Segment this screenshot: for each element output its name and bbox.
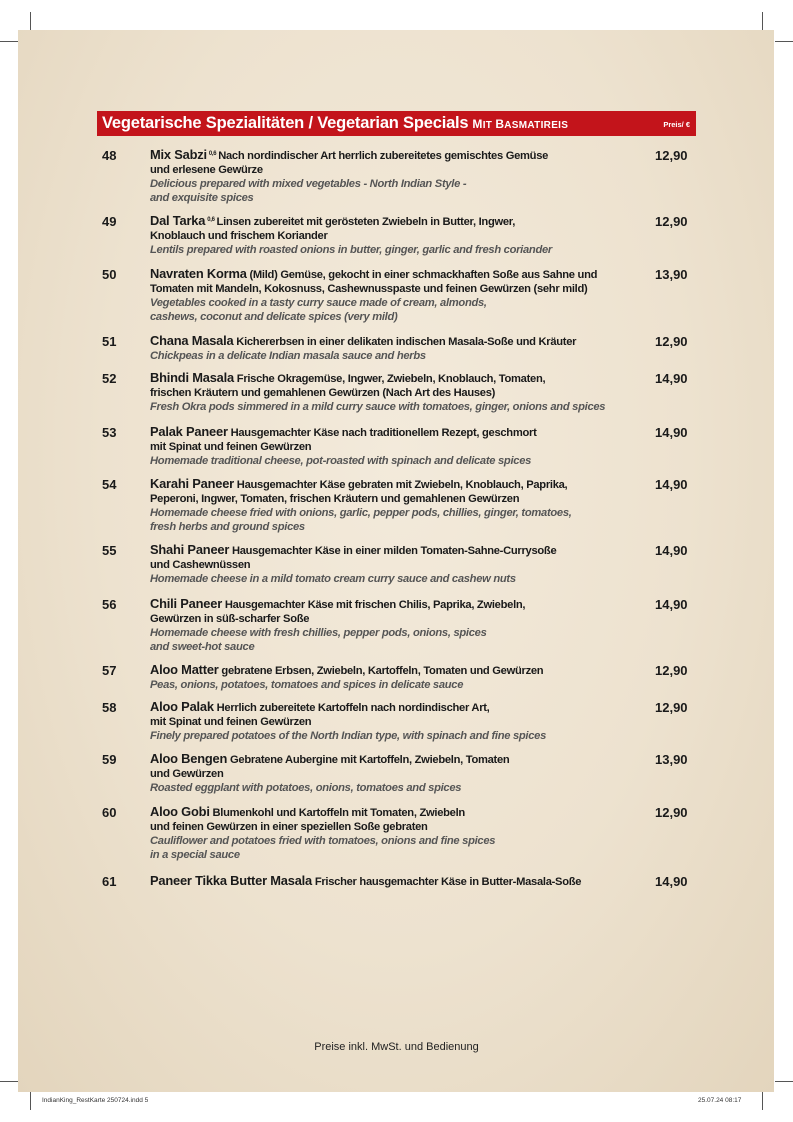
item-number: 53 [102, 425, 117, 440]
item-german-text: Peperoni, Ingwer, Tomaten, frischen Kräutern und gemahlenen Gewürzen [150, 493, 520, 505]
section-title-text: Vegetarische Spezialitäten / Vegetarian Specials [102, 114, 469, 132]
item-number: 55 [102, 543, 117, 558]
item-german-text: frischen Kräutern und gemahlenen Gewürzen (Nach Art des Hauses) [150, 387, 496, 399]
item-number: 59 [102, 752, 117, 767]
item-price: 12,90 [655, 214, 688, 229]
item-german-text: Karahi Paneer Hausgemachter Käse gebraten mit Zwiebeln, Knoblauch, Paprika, [150, 476, 568, 491]
item-price: 14,90 [655, 477, 688, 492]
item-german-text: Chana Masala Kichererbsen in einer delikaten indischen Masala-Soße und Kräuter [150, 333, 577, 348]
item-english-text: and sweet-hot sauce [150, 641, 255, 653]
item-description [150, 267, 640, 324]
allergen-code: 0,6 [208, 151, 217, 157]
item-name: Palak Paneer [150, 424, 228, 439]
item-price: 13,90 [655, 267, 688, 282]
item-name: Paneer Tikka Butter Masala [150, 873, 313, 888]
item-name: Chana Masala [150, 333, 234, 348]
footer-note: Preise inkl. MwSt. und Bedienung [314, 1041, 479, 1053]
item-english-text: Roasted eggplant with potatoes, onions, tomatoes and spices [150, 782, 462, 794]
item-german-text: Aloo Bengen Gebratene Aubergine mit Kartoffeln, Zwiebeln, Tomaten [150, 751, 510, 766]
item-description [150, 805, 640, 862]
item-german-text: Aloo Gobi Blumenkohl und Kartoffeln mit Tomaten, Zwiebeln [150, 804, 465, 819]
item-price: 14,90 [655, 425, 688, 440]
item-english-text: Homemade traditional cheese, pot-roasted with spinach and delicate spices [150, 455, 532, 467]
item-german-text: Shahi Paneer Hausgemachter Käse in einer milden Tomaten-Sahne-Currysoße [150, 542, 557, 557]
item-price: 12,90 [655, 700, 688, 715]
allergen-code: 0,6 [207, 217, 215, 223]
item-number: 48 [102, 148, 117, 163]
item-price: 14,90 [655, 597, 688, 612]
section-subtitle: MIT BASMATIREIS [472, 117, 569, 131]
item-german-text: Mix Sabzi $^{0,6}$ Nach nordindischer Art herrlich zubereitetes gemischtes Gemüse [150, 147, 549, 162]
item-english-text: Homemade cheese fried with onions, garlic, pepper pods, chillies, ginger, tomatoes, [150, 507, 572, 519]
item-english-text: and exquisite spices [150, 192, 254, 204]
item-german-text: und feinen Gewürzen in einer speziellen Soße gebraten [150, 821, 428, 833]
item-number: 50 [102, 267, 117, 282]
item-english-text: Homemade cheese with fresh chillies, pepper pods, onions, spices [150, 627, 487, 639]
item-german-text: mit Spinat und feinen Gewürzen [150, 441, 312, 453]
item-german-text: Navraten Korma (Mild) Gemüse, gekocht in einer schmackhaften Soße aus Sahne und [150, 266, 598, 281]
print-slug-date: 25.07.24 08:17 [698, 1097, 742, 1104]
item-price: 13,90 [655, 752, 688, 767]
item-number: 60 [102, 805, 117, 820]
item-german-text: Paneer Tikka Butter Masala Frischer hausgemachter Käse in Butter-Masala-Soße [150, 873, 582, 888]
item-german-text: Chili Paneer Hausgemachter Käse mit frischen Chilis, Paprika, Zwiebeln, [150, 596, 526, 611]
item-name: Aloo Gobi [150, 804, 210, 819]
item-name: Aloo Palak [150, 699, 214, 714]
item-name: Navraten Korma [150, 266, 247, 281]
item-description [150, 334, 640, 363]
item-number: 56 [102, 597, 117, 612]
item-number: 51 [102, 334, 117, 349]
item-name: Aloo Bengen [150, 751, 228, 766]
item-number: 57 [102, 663, 117, 678]
item-german-text: Knoblauch und frischem Koriander [150, 230, 328, 242]
item-english-text: Lentils prepared with roasted onions in butter, ginger, garlic and fresh coriander [150, 244, 552, 256]
item-description [150, 597, 640, 654]
item-price: 12,90 [655, 805, 688, 820]
item-description [150, 543, 640, 586]
item-name: Aloo Matter [150, 662, 219, 677]
item-price: 14,90 [655, 874, 688, 889]
item-name: Mix Sabzi [150, 147, 207, 162]
item-name: Bhindi Masala [150, 370, 234, 385]
item-description [150, 477, 640, 534]
item-price: 12,90 [655, 148, 688, 163]
item-english-text: cashews, coconut and delicate spices (very mild) [150, 311, 398, 323]
item-description [150, 700, 640, 743]
item-description [150, 148, 640, 205]
item-german-text: Tomaten mit Mandeln, Kokosnuss, Cashewnusspaste und feinen Gewürzen (sehr mild) [150, 283, 588, 295]
item-german-text: und Gewürzen [150, 768, 224, 780]
item-german-text: Aloo Matter gebratene Erbsen, Zwiebeln, Kartoffeln, Tomaten und Gewürzen [150, 662, 544, 677]
item-name: Dal Tarka [150, 213, 206, 228]
item-german-text: und Cashewnüssen [150, 559, 251, 571]
item-english-text: fresh herbs and ground spices [150, 521, 305, 533]
item-description [150, 425, 640, 468]
item-english-text: Homemade cheese in a mild tomato cream curry sauce and cashew nuts [150, 573, 516, 585]
item-english-text: Finely prepared potatoes of the North Indian type, with spinach and fine spices [150, 730, 546, 742]
item-number: 61 [102, 874, 117, 889]
item-name: Shahi Paneer [150, 542, 230, 557]
item-english-text: Peas, onions, potatoes, tomatoes and spices in delicate sauce [150, 679, 464, 691]
item-english-text: Cauliflower and potatoes fried with tomatoes, onions and fine spices [150, 835, 496, 847]
item-price: 14,90 [655, 543, 688, 558]
item-english-text: in a special sauce [150, 849, 240, 861]
item-german-text: Palak Paneer Hausgemachter Käse nach traditionellem Rezept, geschmort [150, 424, 537, 439]
item-number: 58 [102, 700, 117, 715]
item-english-text: Vegetables cooked in a tasty curry sauce made of cream, almonds, [150, 297, 487, 309]
item-description [150, 214, 640, 257]
item-german-text: Gewürzen in süß-scharfer Soße [150, 613, 310, 625]
print-slug-file: IndianKing_RestKarte 250724.indd 5 [42, 1097, 149, 1104]
item-description [150, 752, 640, 795]
item-german-text: Bhindi Masala Frische Okragemüse, Ingwer, Zwiebeln, Knoblauch, Tomaten, [150, 370, 546, 385]
item-description [150, 371, 640, 414]
item-number: 49 [102, 214, 117, 229]
item-price: 14,90 [655, 371, 688, 386]
item-german-text: Aloo Palak Herrlich zubereitete Kartoffeln nach nordindischer Art, [150, 699, 490, 714]
item-name: Chili Paneer [150, 596, 223, 611]
item-german-text: und erlesene Gewürze [150, 164, 263, 176]
item-number: 54 [102, 477, 117, 492]
item-german-text: mit Spinat und feinen Gewürzen [150, 716, 312, 728]
item-english-text: Delicious prepared with mixed vegetables - North Indian Style - [150, 178, 467, 190]
item-german-text: Dal Tarka $^{0,6}$ Linsen zubereitet mit gerösteten Zwiebeln in Butter, Ingwer, [150, 213, 516, 228]
price-column-label: Preis/ € [663, 120, 690, 129]
item-english-text: Chickpeas in a delicate Indian masala sauce and herbs [150, 350, 426, 362]
item-name: Karahi Paneer [150, 476, 234, 491]
item-description [150, 663, 640, 692]
item-price: 12,90 [655, 334, 688, 349]
item-price: 12,90 [655, 663, 688, 678]
item-description [150, 874, 640, 889]
item-english-text: Fresh Okra pods simmered in a mild curry sauce with tomatoes, ginger, onions and spices [150, 401, 606, 413]
item-number: 52 [102, 371, 117, 386]
